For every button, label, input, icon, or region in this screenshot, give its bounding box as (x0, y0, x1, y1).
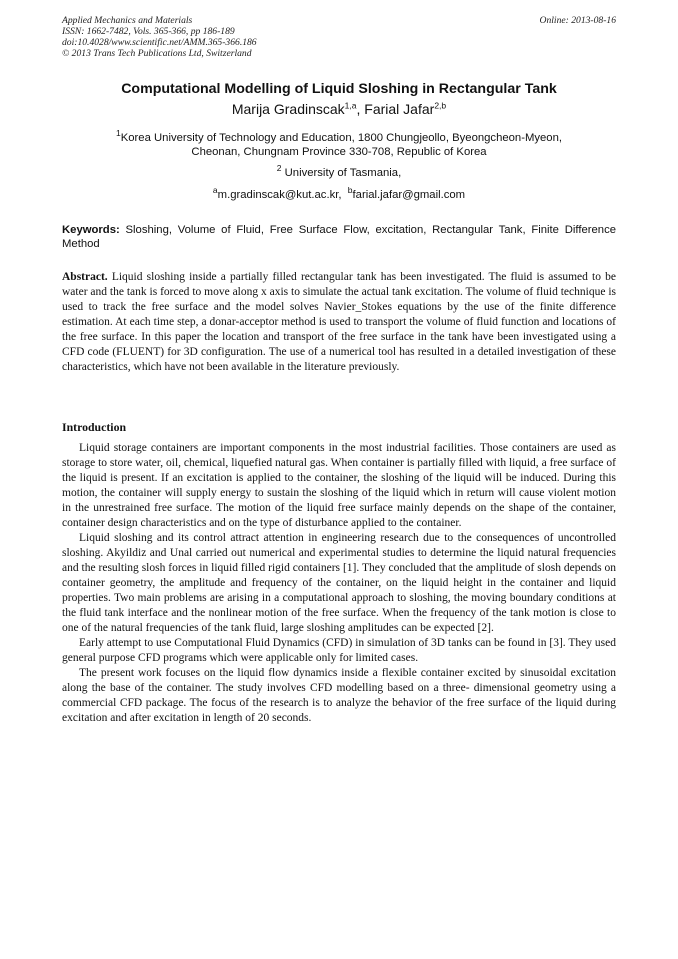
issn-line: ISSN: 1662-7482, Vols. 365-366, pp 186-189 (62, 26, 235, 37)
copyright-line: © 2013 Trans Tech Publications Ltd, Switzerland (62, 48, 252, 59)
email-b-sup: b (347, 185, 353, 196)
abstract (62, 270, 616, 375)
keywords-text: Sloshing, Volume of Fluid, Free Surface Flow, excitation, Rectangular Tank, Finite Difference Method (62, 224, 616, 250)
affiliation-2-text: University of Tasmania, (281, 167, 402, 179)
paragraph: Liquid storage containers are important components in the most industrial facilities. Those containers are used as storage to store water, oil, chemical, liquefied natural gas. When container is partially filled with liquid, a free surface of the liquid is present. If an excitation is applied to the container, the sloshing of the liquid will be induced. During this motion, the container will supply energy to sustain the sloshing of the liquid which in return will cause violent motion in the unrestrained free surface. The motion of the liquid free surface mainly depends on the shape of the container, container design characteristics and on the type of disturbance applied to the container. (62, 442, 616, 529)
author-1-name: Marija Gradinscak (231, 101, 345, 117)
introduction-heading: Introduction (62, 420, 127, 434)
paragraph: Early attempt to use Computational Fluid Dynamics (CFD) in simulation of 3D tanks can be found in [3]. They used general purpose CFD programs which were applicable only for limited cases. (62, 637, 616, 664)
author-2-name: Farial Jafar (364, 101, 435, 117)
author-2-sup: 2,b (434, 100, 447, 111)
paper-title: Computational Modelling of Liquid Sloshing in Rectangular Tank (121, 81, 557, 97)
paragraph: Liquid sloshing and its control attract attention in engineering research due to the consequences of uncontrolled sloshing. Akyildiz and Unal carried out numerical and experimental studies to determine the liquid natural frequencies and the resulting slosh forces in liquid filled rigid containers [1]. They concluded that the amplitude of slosh depends on container geometry, the amplitude and frequency of the container, on the liquid height in the container and liquid properties. Two main problems are arising in a computational approach to sloshing, the moving boundary conditions at the fluid tank interface and the nonlinear motion of the free surface. When the frequency of the tank motion is close to one of the natural frequencies of the tank fluid, large sloshing amplitudes can be expected [2]. (62, 532, 616, 634)
journal-name: Applied Mechanics and Materials (62, 15, 193, 26)
affiliation-2 (62, 163, 616, 180)
affiliation-1-sup: 1 (115, 128, 121, 139)
paragraph: The present work focuses on the liquid flow dynamics inside a flexible container excited by sinusoidal excitation along the base of the container. The study involves CFD modelling based on a three- dimensional geometry using a commercial CFD package. The focus of the research is to analyze the behavior of the free surface of the liquid during excitation and after excitation in length of 20 seconds. (62, 667, 616, 724)
author-1-sup: 1,a (344, 100, 357, 111)
affiliation-2-sup: 2 (276, 163, 282, 174)
introduction-body (62, 441, 616, 726)
keywords (62, 223, 616, 251)
abstract-text: Liquid sloshing inside a partially filled rectangular tank has been investigated. The fluid is assumed to be water and the tank is forced to move along x axis to simulate the actual tank excitation. The volume of fluid technique is used to track the free surface and the model solves Navier_Stokes equations by the use of the finite difference estimation. At each time step, a donar-acceptor method is used to transport the volume of fluid function and locations of the free surface. In this paper the location and transport of the free surface in the tank have been investigated using a CFD code (FLUENT) for 3D configuration. The use of a numerical tool has resulted in a detailed investigation of these characteristics, which have not been available in the literature previously. (62, 271, 616, 373)
author-separator: , (356, 101, 365, 117)
online-date: Online: 2013-08-16 (539, 15, 616, 26)
keywords-label: Keywords: (62, 224, 120, 236)
email-a: m.gradinscak@kut.ac.kr, (217, 189, 342, 201)
email-b: farial.jafar@gmail.com (352, 189, 466, 201)
abstract-label: Abstract. (62, 271, 108, 283)
doi-line: doi:10.4028/www.scientific.net/AMM.365-366.186 (62, 37, 257, 48)
affiliation-1-line-1: Korea University of Technology and Education, 1800 Chungjeollo, Byeongcheon-Myeon, (120, 132, 563, 144)
affiliation-1-line-2: Cheonan, Chungnam Province 330-708, Republic of Korea (191, 146, 487, 158)
affiliation-1 (62, 128, 616, 159)
email-a-sup: a (212, 185, 218, 196)
email-line (62, 185, 616, 202)
journal-header (62, 15, 616, 59)
author-line (62, 100, 616, 119)
